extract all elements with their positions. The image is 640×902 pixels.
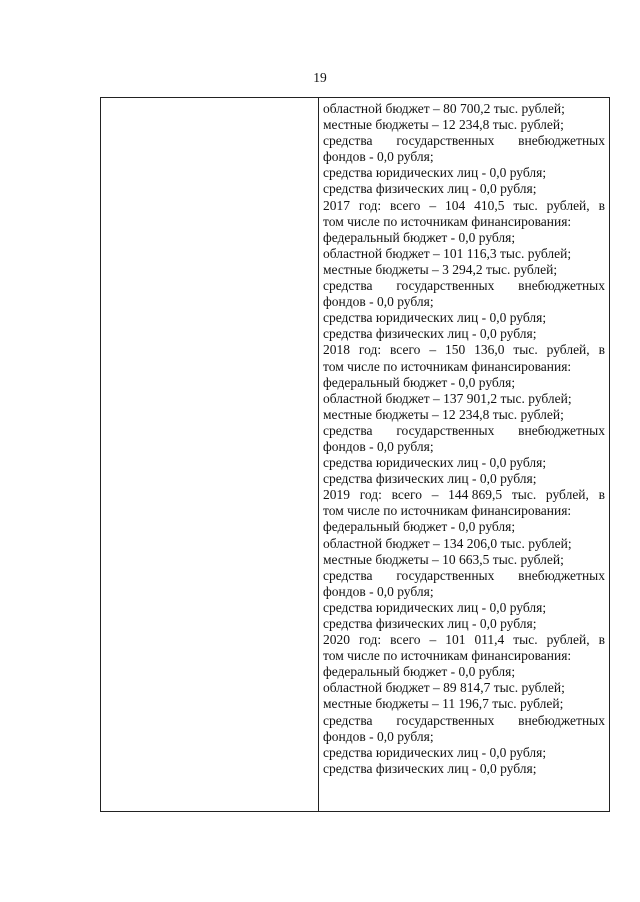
text-line	[323, 536, 605, 552]
text-line	[323, 519, 605, 535]
funding-table	[100, 97, 610, 812]
text-fragment: внебюджетных	[518, 712, 605, 728]
text-line	[323, 439, 605, 455]
text-fragment: государственных	[396, 278, 495, 294]
text-line	[323, 487, 605, 503]
text-line	[323, 342, 605, 358]
text-fragment: средства	[323, 712, 373, 728]
text-fragment: местные бюджеты – 12 234,8 тыс. рублей;	[323, 406, 564, 422]
text-fragment: тыс.	[513, 197, 538, 213]
text-line	[323, 310, 605, 326]
text-fragment: тыс.	[511, 487, 537, 503]
text-line	[323, 616, 605, 632]
text-line	[323, 761, 605, 777]
text-fragment: в	[598, 632, 605, 648]
text-line	[323, 246, 605, 262]
text-fragment: федеральный бюджет - 0,0 рубля;	[323, 229, 516, 245]
text-fragment: том числе по источникам финансирования:	[323, 358, 572, 374]
text-fragment: 101	[445, 632, 466, 648]
text-fragment: местные бюджеты – 12 234,8 тыс. рублей;	[323, 117, 564, 133]
text-fragment: –	[429, 197, 437, 213]
text-fragment: год:	[358, 342, 382, 358]
text-fragment: всего	[390, 197, 421, 213]
text-fragment: федеральный бюджет - 0,0 рубля;	[323, 664, 516, 680]
text-fragment: тыс.	[513, 632, 538, 648]
text-fragment: всего	[390, 342, 421, 358]
text-fragment: год:	[358, 632, 382, 648]
text-line	[323, 696, 605, 712]
text-fragment: 2019	[323, 487, 350, 503]
text-fragment: средства юридических лиц - 0,0 рубля;	[323, 599, 547, 615]
text-line	[323, 149, 605, 165]
text-fragment: всего	[391, 487, 422, 503]
text-fragment: внебюджетных	[518, 422, 605, 438]
text-fragment: областной бюджет – 134 206,0 тыс. рублей;	[323, 535, 572, 551]
text-line	[323, 294, 605, 310]
text-fragment: областной бюджет – 137 901,2 тыс. рублей;	[323, 390, 572, 406]
text-fragment: средства юридических лиц - 0,0 рубля;	[323, 165, 547, 181]
text-fragment: средства	[323, 278, 373, 294]
text-line	[323, 359, 605, 375]
text-fragment: внебюджетных	[518, 133, 605, 149]
text-fragment: –	[429, 632, 437, 648]
text-line	[323, 165, 605, 181]
text-fragment: средства юридических лиц - 0,0 рубля;	[323, 455, 547, 471]
text-fragment: фондов - 0,0 рубля;	[323, 438, 434, 454]
text-line	[323, 729, 605, 745]
text-fragment: местные бюджеты – 11 196,7 тыс. рублей;	[323, 696, 564, 712]
text-fragment: в	[598, 197, 605, 213]
text-line	[323, 423, 605, 439]
text-fragment: том числе по источникам финансирования:	[323, 648, 572, 664]
text-line	[323, 326, 605, 342]
text-line	[323, 568, 605, 584]
text-fragment: рублей,	[546, 342, 590, 358]
text-line	[323, 375, 605, 391]
text-fragment: фондов - 0,0 рубля;	[323, 728, 434, 744]
text-line	[323, 745, 605, 761]
text-line	[323, 503, 605, 519]
text-fragment: 136,0	[474, 342, 505, 358]
text-fragment: том числе по источникам финансирования:	[323, 503, 572, 519]
text-fragment: средства физических лиц - 0,0 рубля;	[323, 760, 537, 776]
text-fragment: 2020	[323, 632, 350, 648]
table-left-cell	[101, 98, 319, 811]
text-fragment: –	[429, 342, 437, 358]
text-fragment: год:	[358, 197, 382, 213]
text-line	[323, 584, 605, 600]
text-fragment: федеральный бюджет - 0,0 рубля;	[323, 374, 516, 390]
text-fragment: 011,4	[474, 632, 505, 648]
text-fragment: средства физических лиц - 0,0 рубля;	[323, 616, 537, 631]
text-fragment: внебюджетных	[518, 567, 605, 583]
text-fragment: 410,5	[474, 197, 505, 213]
text-line	[323, 262, 605, 278]
text-fragment: средства физических лиц - 0,0 рубля;	[323, 471, 537, 487]
text-fragment: в	[598, 487, 605, 503]
text-fragment: рублей,	[546, 197, 590, 213]
text-fragment: том числе по источникам финансирования:	[323, 213, 572, 229]
text-fragment: средства юридических лиц - 0,0 рубля;	[323, 744, 547, 760]
page-number: 19	[313, 70, 327, 85]
text-fragment: фондов - 0,0 рубля;	[323, 149, 434, 165]
text-fragment: областной бюджет – 101 116,3 тыс. рублей;	[323, 245, 572, 261]
text-fragment: тыс.	[513, 342, 538, 358]
text-fragment: государственных	[396, 567, 495, 583]
text-line	[323, 680, 605, 696]
text-line	[323, 230, 605, 246]
text-fragment: государственных	[396, 712, 495, 728]
text-fragment: 150	[444, 342, 466, 358]
text-line	[323, 181, 605, 197]
text-fragment: средства физических лиц - 0,0 рубля;	[323, 181, 537, 197]
text-fragment: местные бюджеты – 3 294,2 тыс. рублей;	[323, 261, 558, 277]
text-line	[323, 198, 605, 214]
text-line	[323, 600, 605, 616]
text-fragment: государственных	[396, 133, 495, 149]
text-fragment: 144 869,5	[448, 487, 503, 503]
text-fragment: государственных	[396, 422, 495, 438]
text-fragment: средства физических лиц - 0,0 рубля;	[323, 326, 537, 342]
text-line	[323, 632, 605, 648]
text-line	[323, 664, 605, 680]
text-fragment: всего	[390, 632, 421, 648]
text-fragment: федеральный бюджет - 0,0 рубля;	[323, 519, 516, 535]
text-fragment: областной бюджет – 89 814,7 тыс. рублей;	[323, 680, 565, 696]
text-fragment: местные бюджеты – 10 663,5 тыс. рублей;	[323, 551, 564, 567]
text-line	[323, 455, 605, 471]
text-fragment: 2017	[323, 197, 350, 213]
text-line	[323, 407, 605, 423]
text-fragment: 2018	[323, 342, 350, 358]
text-fragment: 104	[444, 197, 466, 213]
text-line	[323, 471, 605, 487]
text-line	[323, 133, 605, 149]
text-fragment: внебюджетных	[518, 278, 605, 294]
text-fragment: –	[431, 487, 439, 503]
text-fragment: год:	[359, 487, 382, 503]
text-line	[323, 648, 605, 664]
text-line	[323, 278, 605, 294]
text-line	[323, 214, 605, 230]
text-fragment: средства	[323, 133, 373, 149]
text-fragment: фондов - 0,0 рубля;	[323, 294, 434, 310]
text-line	[323, 713, 605, 729]
text-fragment: фондов - 0,0 рубля;	[323, 583, 434, 599]
text-fragment: средства юридических лиц - 0,0 рубля;	[323, 310, 547, 326]
table-right-cell	[319, 98, 609, 811]
text-fragment: рублей,	[545, 487, 589, 503]
text-line	[323, 391, 605, 407]
text-line	[323, 552, 605, 568]
text-fragment: областной бюджет – 80 700,2 тыс. рублей;	[323, 101, 565, 116]
text-fragment: рублей,	[546, 632, 590, 648]
text-line	[323, 101, 605, 117]
text-fragment: в	[598, 342, 605, 358]
text-line	[323, 117, 605, 133]
text-fragment: средства	[323, 422, 373, 438]
text-fragment: средства	[323, 567, 373, 583]
